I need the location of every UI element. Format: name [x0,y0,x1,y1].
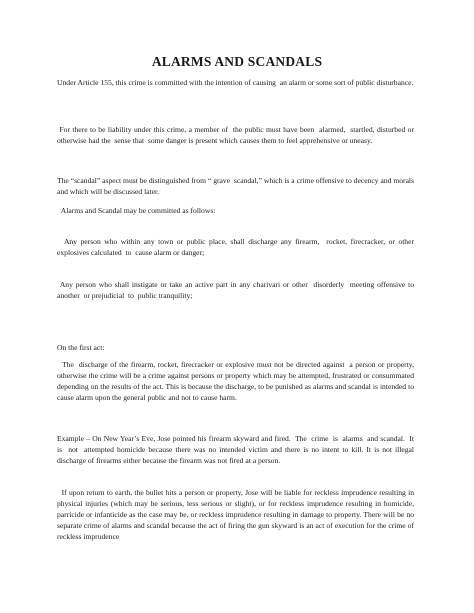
paragraph-scandal-aspect: The “scandal” aspect must be distinguished from “ grave scandal,” which is a crime offensive to decency and morals and which will be discussed later. [57,176,416,196]
paragraph-first-act-heading: On the first act: [57,343,105,352]
paragraph-bullet-return: If upon return to earth, the bullet hits a person or property, Jose will be liable for reckless imprudence resulting in physical injuries (which may be serious, less serious or slight), or for reckless imprudence resulting in homicide, parricide or infanticide as the case may be, or reckless imprudence resulting in damage to property. There will be no separate crime of alarms and scandal because the act of firing the gun skyward is an act of execution for the crime of reckless imprudence [57,488,416,541]
paragraph-charivari: Any person who shall instigate or take an active part in any charivari or other disorderly meeting offensive to another or prejudicial to public tranquility; [57,280,418,300]
paragraph-first-act-body: The discharge of the firearm, rocket, firecracker or explosive must not be directed against a person or property, otherwise the crime will be a crime against persons or property which may be attempted, frustrated or consummated depending on the results of the act. This is because the discharge, to be punished as alarms and scandal is intended to cause alarm upon the general public and not to cause harm. [57,360,416,402]
paragraph-discharge-firearm: Any person who within any town or public place, shall discharge any firearm, rocket, firecracker, or other explosives calculated to cause alarm or danger; [57,237,416,257]
paragraph-liability: For there to be liability under this crime, a member of the public must have been alarmed, startled, disturbed or otherwise had the sense that some danger is present which causes them to feel apprehensive or uneasy. [57,125,416,145]
document-title: ALARMS AND SCANDALS [151,54,323,69]
paragraph-example: Example – On New Year’s Eve, Jose pointed his firearm skyward and fired. The crime is alarms and scandal. It is not attempted homicide because there was no intended victim and there is no intent to kill. It is not illegal discharge of firearms either because the firearm was not fired at a person. [57,434,418,465]
paragraph-article-155: Under Article 155, this crime is committed with the intention of causing an alarm or some sort of public disturbance. [57,78,414,87]
paragraph-committed-as: Alarms and Scandal may be committed as follows: [57,206,216,215]
